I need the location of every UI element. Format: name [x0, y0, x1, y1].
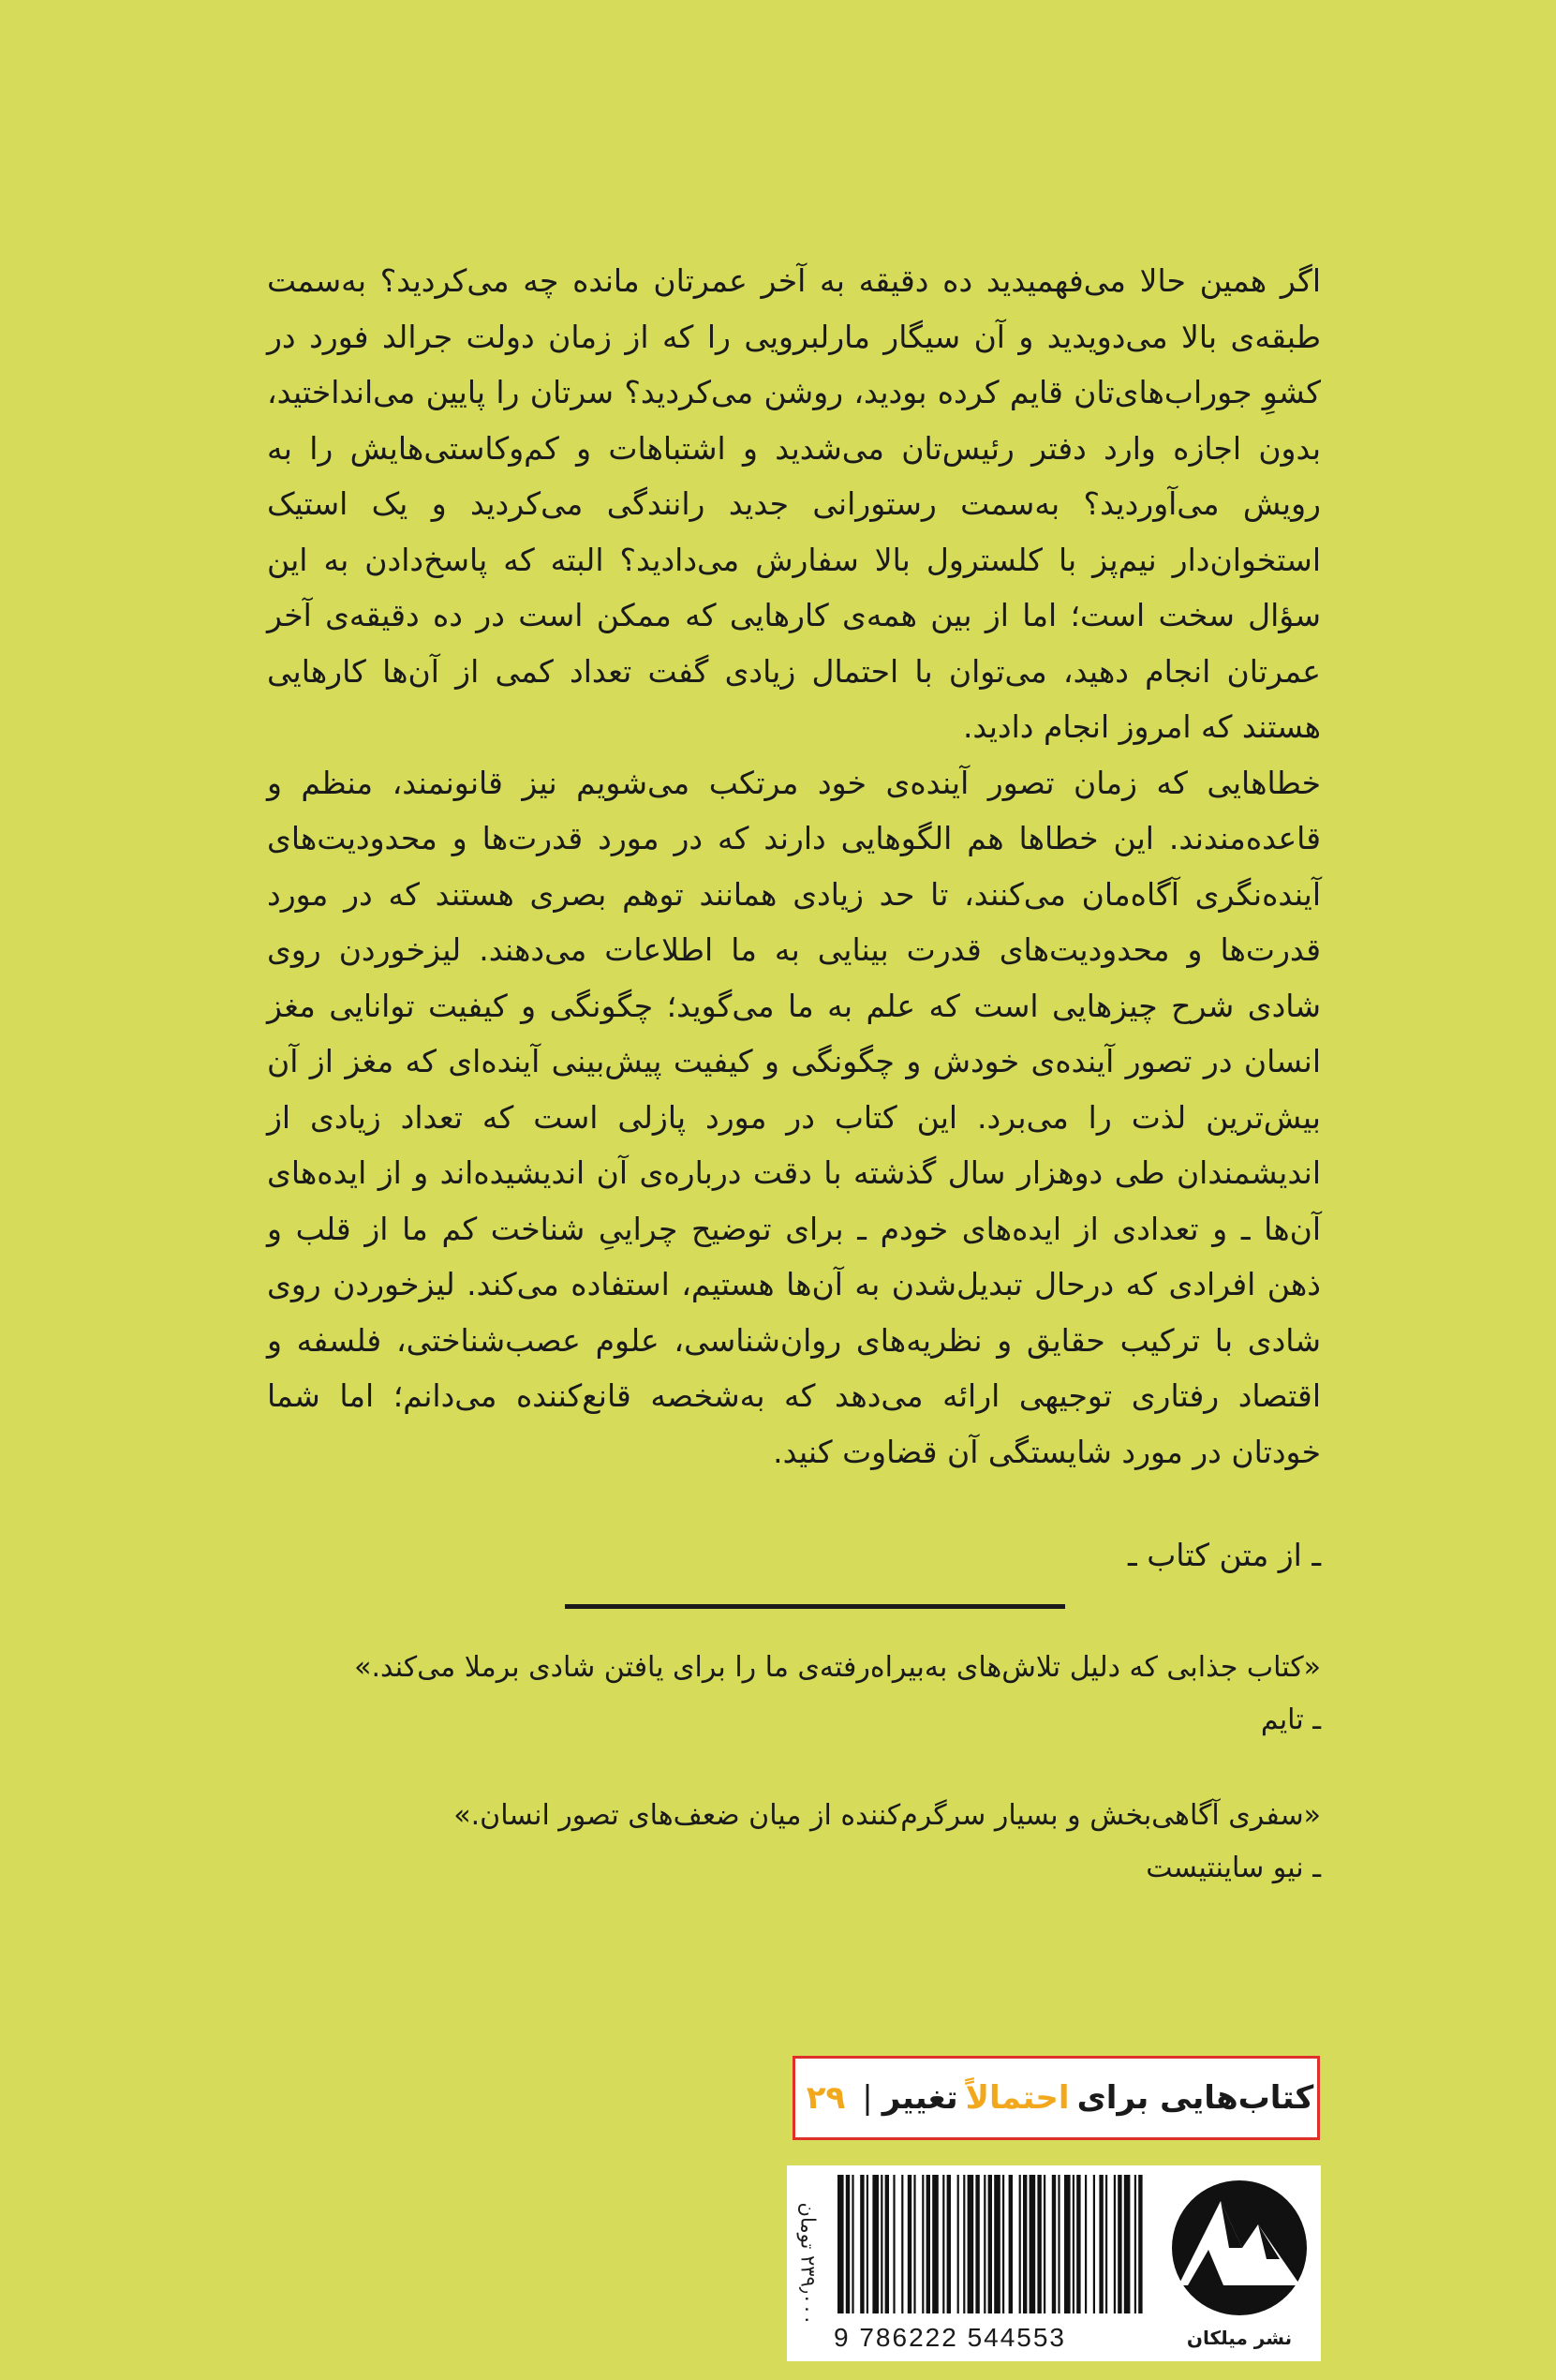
- barcode-bar: [1019, 2175, 1021, 2313]
- blurb-text: [267, 253, 1321, 1480]
- barcode-bar: [1073, 2175, 1074, 2313]
- barcode-bar: [988, 2175, 992, 2313]
- barcode-bar: [1030, 2175, 1036, 2313]
- price-text: ۲۳۹٫۰۰۰ تومان: [796, 2202, 819, 2325]
- barcode-bar: [922, 2175, 924, 2313]
- series-label: [793, 2056, 1320, 2140]
- barcode-bar: [1099, 2175, 1103, 2313]
- review-quote-source: ـ نیو ساینتیست: [1146, 1852, 1321, 1884]
- barcode-bar: [872, 2175, 879, 2313]
- barcode-bar: [893, 2175, 895, 2313]
- series-separator: |: [862, 2079, 873, 2117]
- barcode-bar: [881, 2175, 882, 2313]
- barcode-bar: [885, 2175, 889, 2313]
- review-quote-text: «سفری آگاهی‌بخش و بسیار سرگرم‌کننده از میان ضعف‌های تصور انسان.»: [453, 1799, 1321, 1832]
- price-label: [787, 2165, 828, 2361]
- series-prefix: کتاب‌هایی برای: [1076, 2079, 1314, 2117]
- barcode-icon: [834, 2175, 1152, 2313]
- review-quote-source: ـ تایم: [1260, 1703, 1321, 1736]
- barcode-bar: [932, 2175, 939, 2313]
- series-suffix: تغییر: [882, 2079, 958, 2117]
- barcode-bar: [901, 2175, 903, 2313]
- barcode-bar: [860, 2175, 864, 2313]
- barcode-bar: [947, 2175, 951, 2313]
- review-quote-1: [244, 1642, 1321, 1747]
- barcode-bar: [837, 2175, 844, 2313]
- barcode-bar: [975, 2175, 979, 2313]
- barcode-bar: [1124, 2175, 1131, 2313]
- divider-line: [565, 1604, 1065, 1609]
- barcode-bar: [1023, 2175, 1027, 2313]
- barcode-bar: [1052, 2175, 1056, 2313]
- barcode-bar: [926, 2175, 930, 2313]
- barcode-bar: [1064, 2175, 1071, 2313]
- barcode-bar: [1009, 2175, 1013, 2313]
- barcode-bar: [1058, 2175, 1060, 2313]
- series-accent-word: احتمالاً: [965, 2079, 1070, 2117]
- barcode-bar: [957, 2175, 959, 2313]
- publisher-name: نشر میلکان: [1186, 2327, 1293, 2349]
- barcode-panel: [787, 2165, 1321, 2361]
- barcode-bar: [1138, 2175, 1142, 2313]
- barcode-bar: [1105, 2175, 1107, 2313]
- barcode-bar: [846, 2175, 850, 2313]
- barcode-bar: [852, 2175, 853, 2313]
- barcode-bar: [908, 2175, 911, 2313]
- barcode-bar: [1085, 2175, 1087, 2313]
- barcode-bar: [1002, 2175, 1004, 2313]
- blurb-paragraph-1: اگر همین حالا می‌فهمیدید ده دقیقه به آخر عمرتان مانده چه می‌کردید؟ به‌سمت طبقه‌ی بالا می‌دویدید و آن سیگار مارلبرویی را که از زمان دولت جرالد فورد در کشوِ جوراب‌های‌تان قایم کرده بودید، روشن می‌کردید؟ سرتان را پایین می‌انداختید، بدون اجازه وارد دفتر رئیس‌تان می‌شدید و اشتباهات و کم‌وکاستی‌هایش را به رویش می‌آوردید؟ به‌سمت رستورانی جدید رانندگی می‌کردید و یک استیک استخوان‌دار نیم‌پز با کلسترول بالا سفارش می‌دادید؟ البته که پاسخ‌دادن به این سؤال سخت است؛ اما از بین همه‌ی کارهایی که ممکن است در ده دقیقه‌ی آخر عمرتان انجام دهید، می‌توان با احتمال زیادی گفت تعداد کمی از آن‌ها کارهایی هستند که امروز انجام دادید.: [267, 262, 1321, 745]
- barcode-bar: [1037, 2175, 1041, 2313]
- barcode-bar: [913, 2175, 915, 2313]
- isbn-number: 9 786222 544553: [834, 2323, 1066, 2352]
- barcode-bar: [963, 2175, 965, 2313]
- barcode-bar: [942, 2175, 944, 2313]
- blurb-attribution: ـ از متن کتاب ـ: [1128, 1537, 1321, 1573]
- barcode-bar: [1076, 2175, 1080, 2313]
- barcode-bar: [1044, 2175, 1045, 2313]
- barcode-bar: [1114, 2175, 1116, 2313]
- barcode-bar: [867, 2175, 868, 2313]
- barcode-bar: [1093, 2175, 1095, 2313]
- mountains-circle-icon: [1169, 2173, 1310, 2323]
- barcode-bar: [1118, 2175, 1121, 2313]
- barcode-bar: [994, 2175, 1000, 2313]
- blurb-paragraph-2: خطاهایی که زمان تصور آینده‌ی خود مرتکب می‌شویم نیز قانونمند، منظم و قاعده‌مندند. این خطاها هم الگوهایی دارند که در مورد قدرت‌ها و محدودیت‌های آینده‌نگری آگاه‌مان می‌کنند، تا حد زیادی همانند توهم بصری هستند که در مورد قدرت‌ها و محدودیت‌های قدرت بینایی به ما اطلاعات می‌دهند. لیزخوردن روی شادی شرح چیزهایی است که علم به ما می‌گوید؛ چگونگی و کیفیت توانایی مغز انسان در تصور آینده‌ی خودش و چگونگی و کیفیت پیش‌بینی آینده‌ای که مغز از آن بیش‌ترین لذت را می‌برد. این کتاب در مورد پازلی است که تعداد زیادی از اندیشمندان طی دوهزار سال گذشته با دقت درباره‌ی آن اندیشیده‌اند و از ایده‌های آن‌ها ـ و تعدادی از ایده‌های خودم ـ برای توضیح چراییِ شناخت کم ما از قلب و ذهن افرادی که درحال تبدیل‌شدن به آن‌ها هستیم، استفاده می‌کند. لیزخوردن روی شادی با ترکیب حقایق و نظریه‌های روان‌شناسی، علوم عصب‌شناختی، فلسفه و اقتصاد رفتاری توجیهی ارائه می‌دهد که به‌شخصه قانع‌کننده می‌دانم؛ اما شما خودتان در مورد شایستگی آن قضاوت کنید.: [267, 764, 1321, 1470]
- barcode-bar: [984, 2175, 985, 2313]
- barcode-bar: [1134, 2175, 1136, 2313]
- review-quote-2: [244, 1790, 1321, 1895]
- barcode-bar: [968, 2175, 974, 2313]
- series-number: ۲۹: [806, 2079, 846, 2117]
- review-quote-text: «کتاب جذابی که دلیل تلاش‌های به‌بیراه‌رفته‌ی ما را برای یافتن شادی برملا می‌کند.»: [354, 1651, 1321, 1684]
